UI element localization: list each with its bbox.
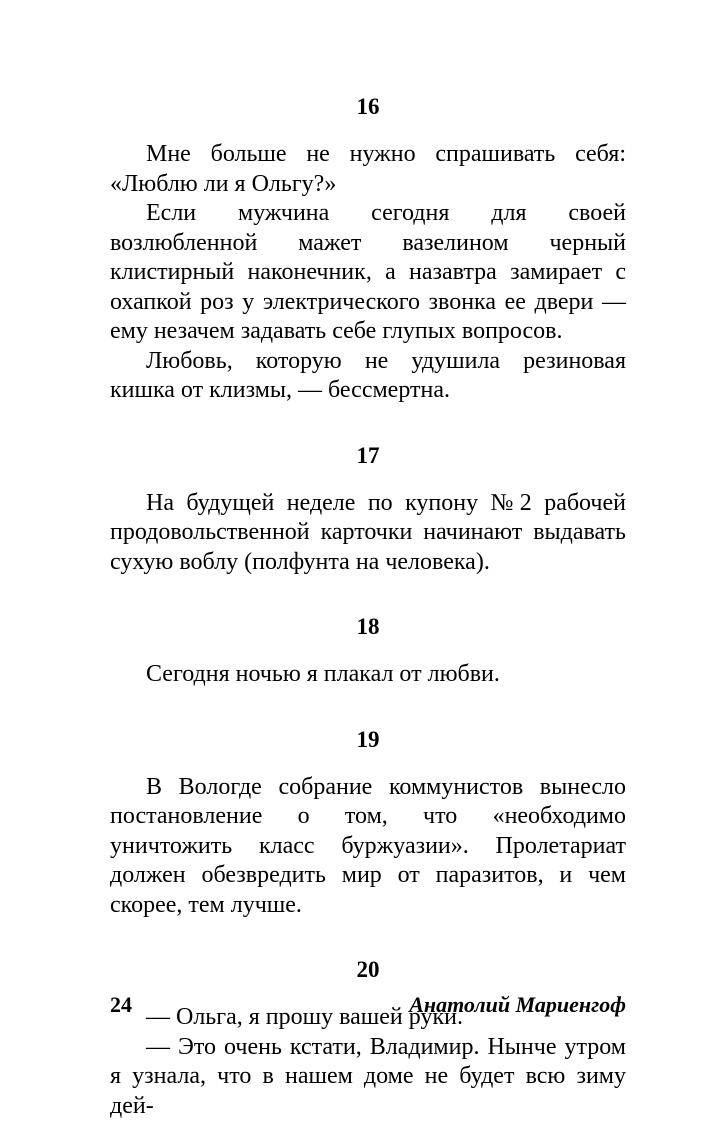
section-16 <box>110 92 626 406</box>
paragraph: Любовь, которую не удушила резиновая кишка от клизмы, — бессмертна. <box>110 347 626 403</box>
paragraph: Сегодня ночью я плакал от любви. <box>146 661 500 687</box>
paragraph: — Это очень кстати, Владимир. Нынче утром я узнала, что в нашем доме не будет всю зиму дей- <box>110 1033 626 1119</box>
section-number: 16 <box>356 94 380 119</box>
section-number: 17 <box>356 442 380 468</box>
paragraph: Мне больше не нужно спрашивать себя: «Люблю ли я Ольгу?» <box>110 141 626 197</box>
section-18 <box>110 612 626 690</box>
running-author: Анатолий Мариенгоф <box>409 992 626 1017</box>
section-17 <box>110 441 626 578</box>
paragraph: На будущей неделе по купону №2 рабочей продовольственной карточки начинают выдавать сухую воблу (полфунта на человека). <box>110 489 626 575</box>
section-number: 18 <box>356 614 380 639</box>
section-number: 19 <box>356 726 380 752</box>
page-body <box>110 92 626 1121</box>
section-20 <box>110 955 626 1121</box>
section-19 <box>110 725 626 921</box>
paragraph: Если мужчина сегодня для своей возлюбленной мажет вазелином черный клистирный наконечник, а назавтра замирает с охапкой роз у электрического звонка ее двери — ему незачем задавать себе глупых вопросов. <box>110 200 626 344</box>
paragraph: — Ольга, я прошу вашей руки. <box>146 1004 463 1030</box>
paragraph: В Вологде собрание коммунистов вынесло постановление о том, что «необходимо уничтожить класс буржуазии». Пролетариат должен обезвредить мир от паразитов, и чем скорее, тем лучше. <box>110 773 626 918</box>
section-number: 20 <box>356 957 380 982</box>
page-number: 24 <box>110 992 132 1017</box>
